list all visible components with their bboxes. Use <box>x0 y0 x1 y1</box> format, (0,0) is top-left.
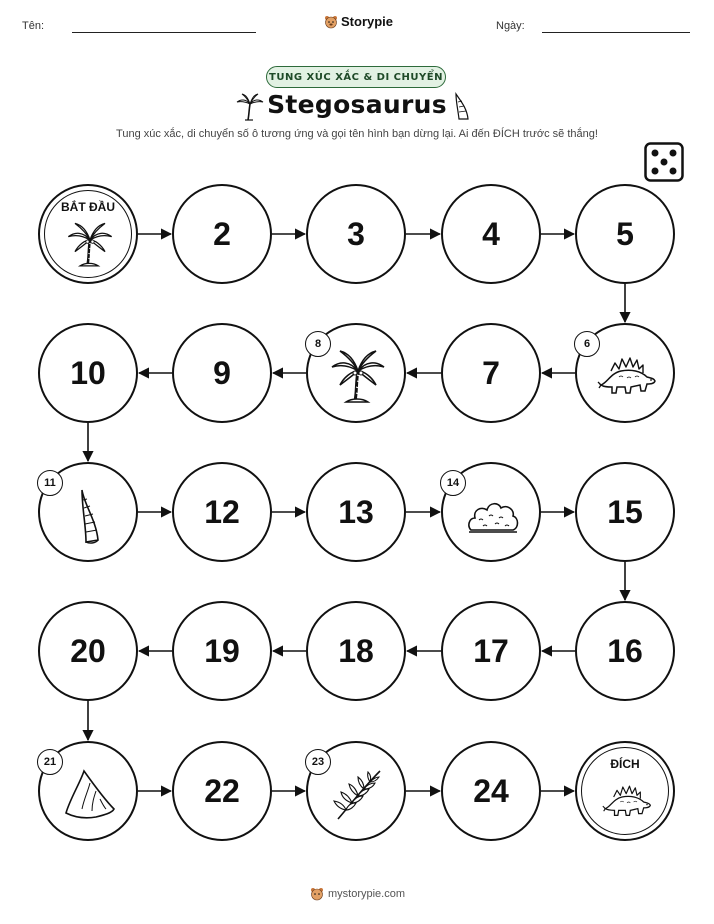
board-space-5[interactable] <box>575 184 675 284</box>
board-space-20[interactable] <box>38 601 138 701</box>
board-space-11[interactable] <box>38 462 138 562</box>
space-number: 12 <box>204 493 240 530</box>
horn-icon <box>60 486 120 546</box>
palm-tree-icon <box>65 220 115 270</box>
board-space-17[interactable] <box>441 601 541 701</box>
space-number: 16 <box>607 632 643 669</box>
board-space-24[interactable] <box>441 741 541 841</box>
space-number: 18 <box>338 632 374 669</box>
space-number: 10 <box>70 354 106 391</box>
bear-logo-icon <box>310 887 324 901</box>
space-number: 3 <box>347 215 365 252</box>
board-space-18[interactable] <box>306 601 406 701</box>
brand-name: Storypie <box>341 14 394 29</box>
finish-space[interactable] <box>575 741 675 841</box>
space-number-badge: 8 <box>305 331 331 357</box>
space-number: 24 <box>473 772 509 809</box>
space-number-badge: 11 <box>37 470 63 496</box>
space-number-badge: 6 <box>574 331 600 357</box>
board-space-8[interactable] <box>306 323 406 423</box>
board-space-9[interactable] <box>172 323 272 423</box>
start-label: BẮT ĐẦU <box>61 200 115 214</box>
space-number: 15 <box>607 493 643 530</box>
palm-tree-icon <box>328 347 388 407</box>
space-number: 13 <box>338 493 374 530</box>
start-space[interactable] <box>38 184 138 284</box>
board-space-21[interactable] <box>38 741 138 841</box>
board-space-19[interactable] <box>172 601 272 701</box>
board-space-7[interactable] <box>441 323 541 423</box>
finish-label: ĐÍCH <box>610 757 640 771</box>
board-space-2[interactable] <box>172 184 272 284</box>
space-number: 17 <box>473 632 509 669</box>
space-number: 9 <box>213 354 231 391</box>
stegosaurus-icon <box>597 347 657 407</box>
board-space-22[interactable] <box>172 741 272 841</box>
fern-leaf-icon <box>328 765 388 825</box>
footer <box>310 887 405 901</box>
date-label: Ngày: <box>496 20 525 32</box>
board-space-13[interactable] <box>306 462 406 562</box>
page-title: Stegosaurus <box>267 90 447 119</box>
space-number: 20 <box>70 632 106 669</box>
board-space-4[interactable] <box>441 184 541 284</box>
space-number-badge: 21 <box>37 749 63 775</box>
board-space-6[interactable] <box>575 323 675 423</box>
board-space-15[interactable] <box>575 462 675 562</box>
name-label: Tên: <box>22 20 45 32</box>
space-number: 19 <box>204 632 240 669</box>
space-number-badge: 14 <box>440 470 466 496</box>
space-number: 7 <box>482 354 500 391</box>
space-number: 22 <box>204 772 240 809</box>
space-number: 4 <box>482 215 500 252</box>
tooth-icon <box>60 765 120 825</box>
space-number-badge: 23 <box>305 749 331 775</box>
instructions: Tung xúc xắc, di chuyển số ô tương ứng và gọi tên hình bạn dừng lại. Ai đến ĐÍCH trước sẽ thắng! <box>116 128 598 140</box>
board-space-23[interactable] <box>306 741 406 841</box>
stegosaurus-icon <box>602 777 652 827</box>
activity-badge: TUNG XÚC XẮC & DI CHUYỂN <box>266 66 446 88</box>
board-space-16[interactable] <box>575 601 675 701</box>
board-space-14[interactable] <box>441 462 541 562</box>
board-space-12[interactable] <box>172 462 272 562</box>
space-number: 5 <box>616 215 634 252</box>
bush-icon <box>463 486 523 546</box>
space-number: 2 <box>213 215 231 252</box>
board-space-3[interactable] <box>306 184 406 284</box>
board-space-10[interactable] <box>38 323 138 423</box>
footer-url[interactable]: mystorypie.com <box>328 888 406 900</box>
